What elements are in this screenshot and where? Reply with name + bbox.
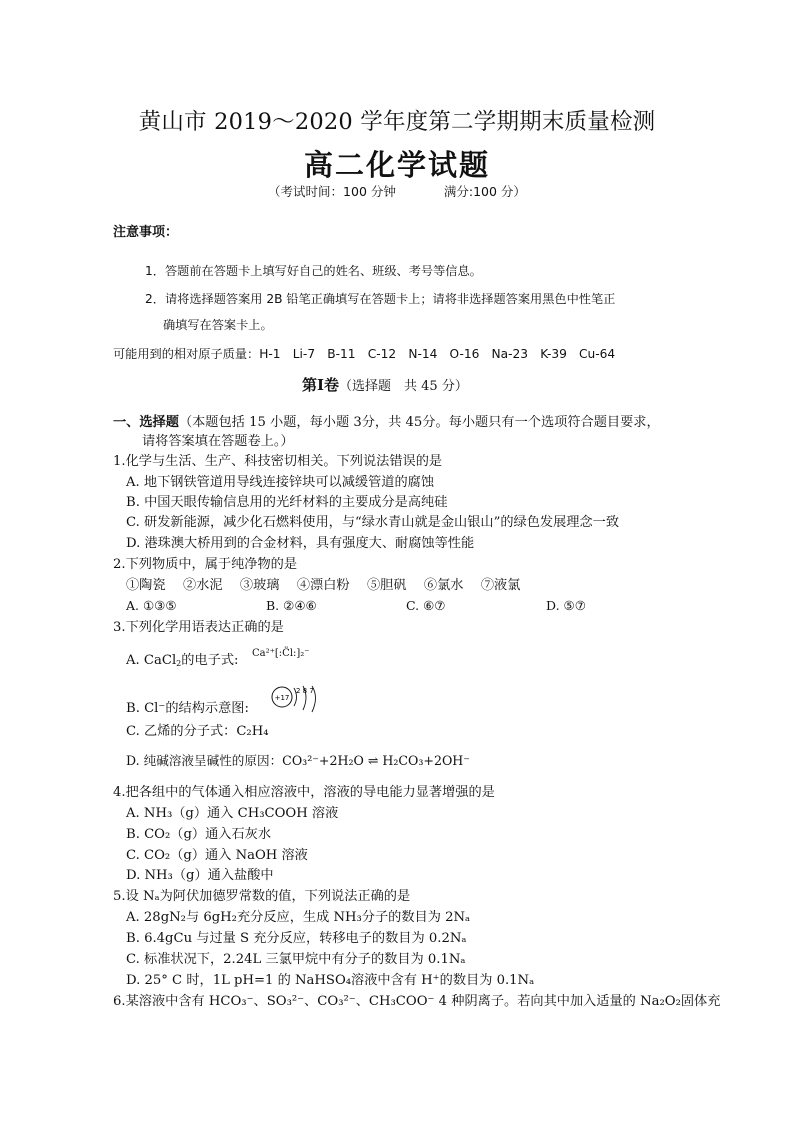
- q5-option-a: A. 28gN₂与 6gH₂充分反应，生成 NH₃分子的数目为 2Nₐ: [126, 910, 471, 925]
- q5-option-c: C. 标准状况下，2.24L 三氯甲烷中有分子的数目为 0.1Nₐ: [126, 952, 466, 967]
- q6-stem: 6.某溶液中含有 HCO₃⁻、SO₃²⁻、CO₃²⁻、CH₃COO⁻ 4 种阴离子。若向其中加入适量的 Na₂O₂固体充: [113, 994, 721, 1009]
- part1-desc-cont: 请将答案填在答题卷上。）: [142, 434, 294, 449]
- atomic-mass: 可能用到的相对原子质量：H-1 Li-7 B-11 C-12 N-14 O-16 Na-23 K-39 Cu-64: [113, 347, 616, 361]
- q2-option-a: A. ①③⑤: [126, 598, 177, 613]
- q3-option-a: [126, 652, 238, 670]
- q3-option-c: C. 乙烯的分子式：C₂H₄: [126, 724, 269, 739]
- part1-heading: [113, 414, 660, 432]
- q4-option-d: D. NH₃（g）通入盐酸中: [126, 868, 274, 883]
- q5-stem: 5.设 Nₐ为阿伏加德罗常数的值，下列说法正确的是: [113, 889, 411, 904]
- part1-desc: （本题包括 15 小题，每小题 3分，共 45分。每小题只有一个选项符合题目要求，: [178, 415, 660, 430]
- notes-item-2: 2．请将选择题答案用 2B 铅笔正确填写在答题卡上；请将非选择题答案用黑色中性笔正: [145, 292, 616, 306]
- volume-label: 第Ⅰ卷: [302, 376, 340, 394]
- notes-heading: 注意事项：: [113, 225, 179, 240]
- q4-option-b: B. CO₂（g）通入石灰水: [126, 827, 272, 842]
- q3-option-d: D. 纯碱溶液呈碱性的原因：CO₃²⁻+2H₂O ⇌ H₂CO₃+2OH⁻: [126, 753, 470, 768]
- volume-heading: [302, 376, 468, 396]
- q2-stem: 2.下列物质中，属于纯净物的是: [113, 557, 298, 572]
- q3-option-b: B. Cl⁻的结构示意图:: [126, 701, 249, 716]
- part1-label: 一、选择题: [113, 415, 179, 430]
- notes-item-1: 1．答题前在答题卡上填写好自己的姓名、班级、考号等信息。: [145, 264, 482, 278]
- volume-desc: （选择题 共 45 分）: [339, 379, 468, 394]
- notes-item-2-cont: 确填写在答案卡上。: [163, 318, 273, 332]
- q4-stem: 4.把各组中的气体通入相应溶液中，溶液的导电能力显著增强的是: [113, 785, 495, 800]
- q2-items: ①陶瓷 ②水泥 ③玻璃 ④漂白粉 ⑤胆矾 ⑥氯水 ⑦液氯: [126, 578, 521, 593]
- full-score: 满分:100 分）: [443, 184, 526, 199]
- q2-option-c: C. ⑥⑦: [406, 598, 446, 613]
- q5-option-d: D. 25° C 时，1L pH=1 的 NaHSO₄溶液中含有 H⁺的数目为 0.1Nₐ: [126, 973, 535, 988]
- q3-a-sub: 2: [176, 659, 182, 668]
- q1-option-a: A. 地下钢铁管道用导线连接锌块可以减缓管道的腐蚀: [126, 475, 435, 490]
- q2-option-b: B. ②④⑥: [266, 598, 317, 613]
- q1-option-b: B. 中国天眼传输信息用的光纤材料的主要成分是高纯硅: [126, 495, 448, 510]
- q1-option-c: C. 研发新能源，减少化石燃料使用，与“绿水青山就是金山银山”的绿色发展理念一致: [126, 515, 620, 530]
- q4-option-a: A. NH₃（g）通入 CH₃COOH 溶液: [126, 806, 339, 821]
- exam-info: [0, 182, 794, 200]
- exam-subtitle: 高二化学试题: [303, 148, 490, 182]
- exam-title: 黄山市 2019～2020 学年度第二学期期末质量检测: [138, 109, 656, 135]
- q4-option-c: C. CO₂（g）通入 NaOH 溶液: [126, 848, 308, 863]
- q5-option-b: B. 6.4gCu 与过量 S 充分反应，转移电子的数目为 0.2Nₐ: [126, 931, 467, 946]
- q2-option-d: D. ⑤⑦: [546, 598, 586, 613]
- q3-a-suffix: 的电子式:: [181, 653, 239, 668]
- atom-structure-diagram: [270, 682, 332, 716]
- exam-time: （考试时间：100 分钟: [268, 184, 396, 199]
- nucleus-charge: +17: [274, 694, 290, 702]
- q3-stem: 3.下列化学用语表达正确的是: [113, 620, 284, 635]
- shell-counts: 2 8 7: [296, 687, 314, 695]
- electron-formula: Ca²⁺[:C̈l:]₂⁻: [252, 648, 310, 659]
- q1-option-d: D. 港珠澳大桥用到的合金材料，具有强度大、耐腐蚀等性能: [126, 536, 475, 551]
- q1-stem: 1.化学与生活、生产、科技密切相关。下列说法错误的是: [113, 454, 443, 469]
- q3-a-prefix: A. CaCl: [126, 653, 177, 668]
